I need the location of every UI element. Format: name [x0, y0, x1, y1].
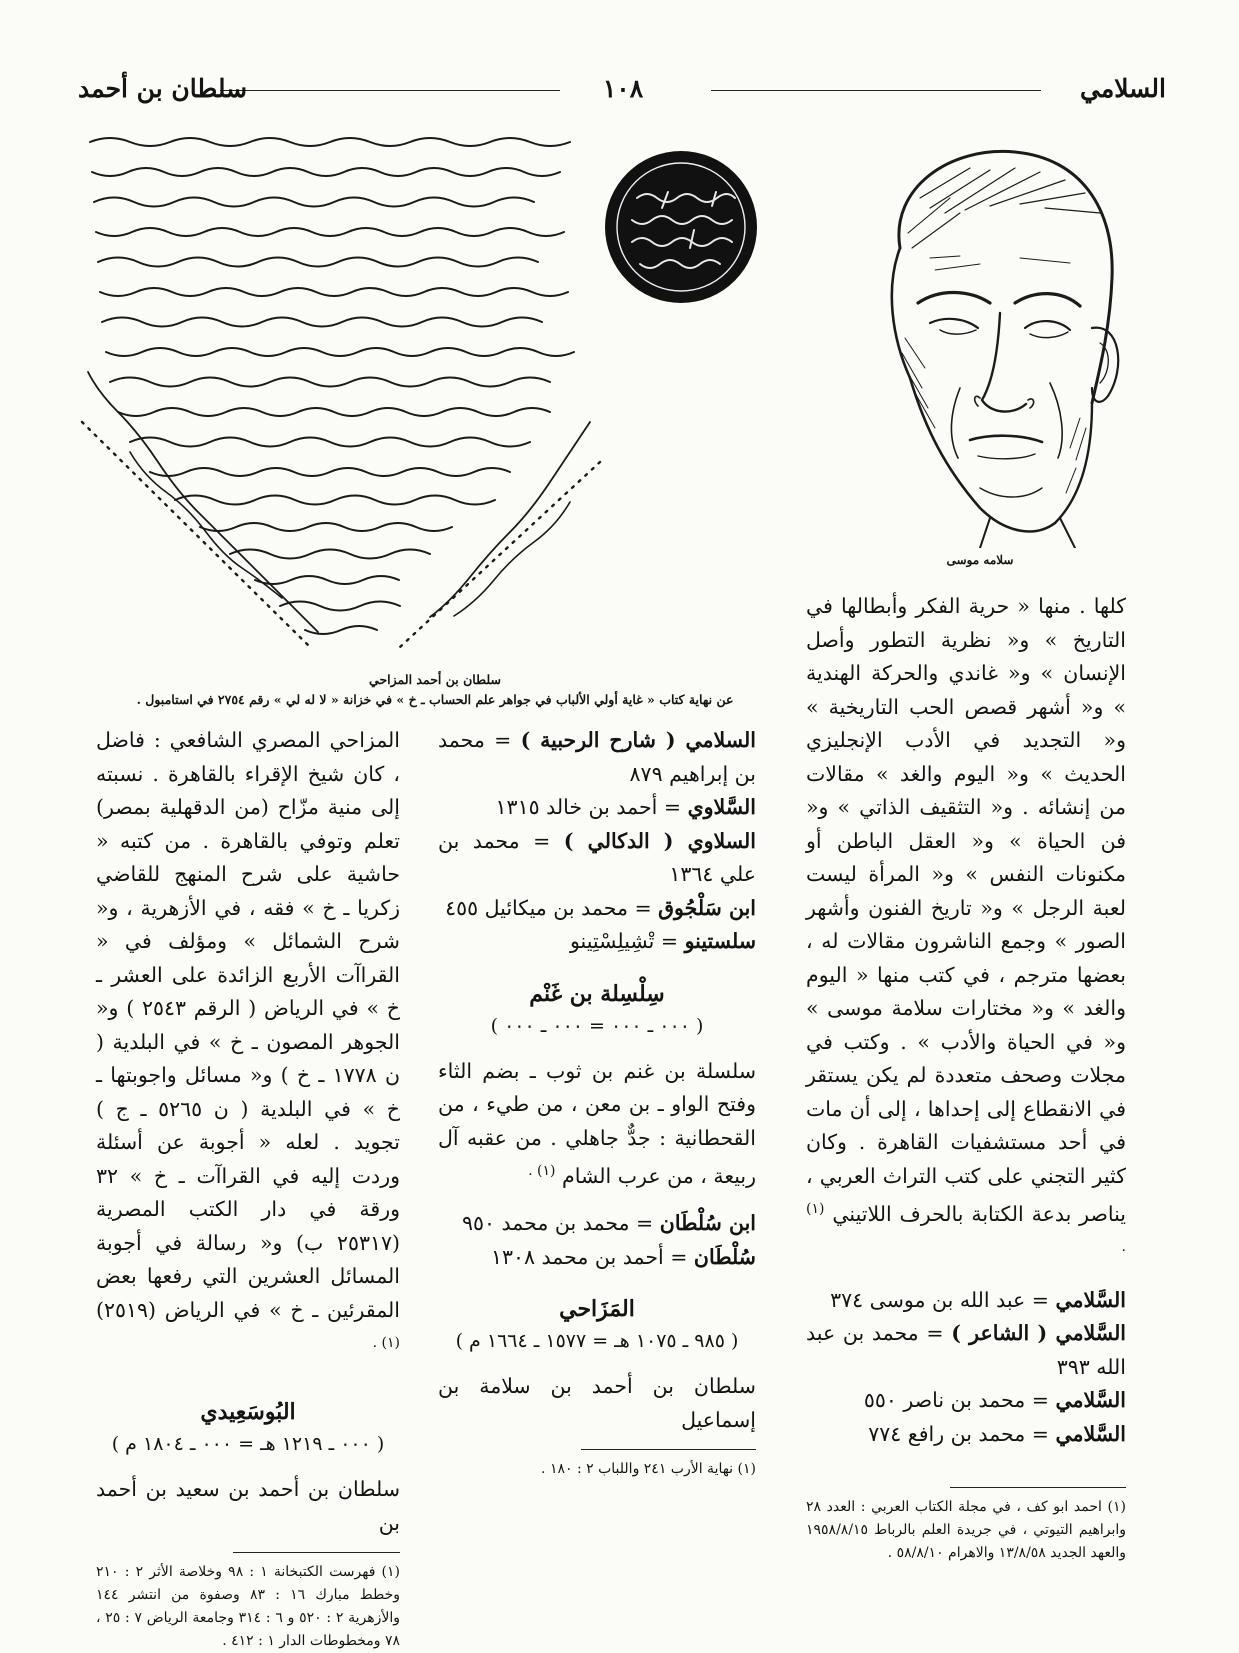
- cross-ref-entry: السَّلامي ( الشاعر ) = محمد بن عبد الله ٣٩٣: [806, 1321, 1127, 1379]
- portrait-sketch: [830, 138, 1130, 548]
- footnote: (١) نهاية الأرب ٢٤١ واللباب ٢ : ١٨٠ .: [541, 1461, 756, 1478]
- page-number: ١٠٨: [602, 74, 644, 103]
- manuscript-caption-text: عن نهاية كتاب « غاية أولي الألباب في جواهر علم الحساب ـ خ » في خزانة « لا له لي » رقم ٢٧٥٤ في استامبول .: [136, 692, 734, 707]
- header-right-title: السلامي: [1079, 74, 1166, 103]
- footnote-divider: [233, 1552, 400, 1553]
- entry-body: سلطان بن أحمد بن سعيد بن أحمد بن: [96, 1477, 400, 1535]
- cross-ref-entry: ابن سَلْجُوق = محمد بن ميكائيل ٤٥٥: [445, 895, 756, 920]
- cross-ref-entry: السلامي ( شارح الرحبية ) = محمد بن إبراهيم ٨٧٩: [438, 728, 756, 786]
- header-left-title: سلطان بن أحمد: [78, 74, 248, 103]
- footnote-divider: [581, 1449, 756, 1450]
- footnote-ref: (١) .: [806, 1201, 1126, 1256]
- footnote-ref: (١) .: [372, 1335, 400, 1351]
- middle-column: [438, 724, 756, 1481]
- cross-ref-entry: السَّلامي = محمد بن رافع ٧٧٤: [868, 1421, 1126, 1446]
- portrait-caption: سلامه موسى: [946, 553, 1014, 567]
- cross-ref-entry: السلاوي ( الدكالي ) = محمد بن علي ١٣٦٤: [438, 828, 756, 886]
- cross-ref-entry: ابن سُلْطَان = محمد بن محمد ٩٥٠: [461, 1211, 756, 1236]
- salama-musa-paragraph: كلها . منها « حرية الفكر وأبطالها في التاريخ » و« نظرية التطور وأصل الإنسان » و« غاندي والحركة الهندية » و« أشهر قصص الحب التاريخية » و« التجديد في الأدب الإنجليزي الحديث » و« اليوم والغد » مقالات من إنشائه . و« التثقيف الذاتي » و« فن الحياة » و« العقل الباطن أو مكنونات النفس » و« المرأة ليست لعبة الرجل » و« تاريخ الفنون وأشهر الصور » وجمع الناشرون مقالات له ، بعضها مترجم ، في كتب منها « اليوم والغد » و« مختارات سلامة موسى » و« في الحياة والأدب » . وكتب في مجلات وصحف متعددة لم يكن يستقر في الانقطاع إلى إحداها ، إلى أن مات في أحد مستشفيات القاهرة . وكان كثير التجني على كتب التراث العربي ، يناصر بدعة الكتابة بالحرف اللاتيني $^{(١) .}$: [806, 594, 1126, 1256]
- entry-dates: ( ٠٠٠ ـ ١٢١٩ هـ = ٠٠٠ ـ ١٨٠٤ م ): [111, 1433, 385, 1456]
- entry-heading: المَزَاحي: [559, 1296, 635, 1323]
- cross-ref-entry: السَّلاوي = أحمد بن خالد ١٣١٥: [495, 795, 756, 819]
- right-column: [806, 590, 1126, 1565]
- left-column: [96, 724, 400, 1653]
- entry-dates: ( ٠٠٠ ـ ٠٠٠ = ٠٠٠ ـ ٠٠٠ ): [490, 1014, 704, 1037]
- entry-body: سلسلة بن غنم بن ثوب ـ بضم الثاء وفتح الواو ـ بن معن ، من طيء ، من القحطانية : جدٌّ جاهلي . من عقبه آل ربيعة ، من عرب الشام $^{(١) .}$: [438, 1058, 756, 1188]
- cross-ref-entry: سلستينو = تْشِيلِسْتِينو: [569, 929, 756, 953]
- entry-body: سلطان بن أحمد بن سلامة بن إسماعيل: [438, 1374, 756, 1432]
- manuscript-caption: [90, 670, 780, 710]
- footnote: (١) فهرست الكتبخانة ١ : ٩٨ وخلاصة الأثر ٢ : ٢١٠ وخطط مبارك ١٦ : ٨٣ وصفوة من انتشر ١٤٤ والأزهرية ٢ : ٥٢٠ و ٦ : ٣١٤ وجامعة الرياض ٧ : ٢٥ ، ٧٨ ومخطوطات الدار ١ : ٤١٢ .: [96, 1564, 401, 1650]
- entry-heading: سِلْسِلة بن غَنْم: [529, 980, 665, 1007]
- header-rule-left: [220, 90, 560, 91]
- footnote: (١) احمد ابو كف ، في مجلة الكتاب العربي : العدد ٢٨ وابراهيم التيوتي ، في جريدة العلم بالرباط ١٩٥٨/٨/١٥ والعهد الجديد ١٣/٨/٥٨ والاهرام ٥٨/٨/١٠ .: [806, 1499, 1126, 1562]
- entry-heading: البُوسَعِيدي: [200, 1399, 296, 1426]
- header-rule-right: [711, 90, 1041, 91]
- footnote-ref: (١) .: [528, 1163, 556, 1179]
- cross-ref-entry: السَّلامي = محمد بن ناصر ٥٥٠: [863, 1388, 1126, 1413]
- manuscript-caption-title: سلطان بن أحمد المزاحي: [369, 672, 501, 687]
- manuscript-image: [70, 122, 605, 652]
- entry-body: المزاحي المصري الشافعي : فاضل ، كان شيخ الإقراء بالقاهرة . نسبته إلى منية مزّاح (من الدقهلية بمصر) تعلم وتوفي بالقاهرة . من كتبه « حاشية على شرح المنهج للقاضي زكريا ـ خ » فقه ، في الأزهرية ، و« شرح الشمائل » ومؤلف في « القراآت الأربع الزائدة على العشر ـ خ » في الرياض ( الرقم ٢٥٤٣ ) و« الجوهر المصون ـ خ » في البلدية ( ن ١٧٧٨ ـ خ ) و« مسائل واجوبتها ـ خ » في البلدية ( ن ٥٢٦٥ ـ ج ) تجويد . لعله « أجوبة عن أسئلة وردت إليه في القراآت ـ خ » ٣٢ ورقة في دار الكتب المصرية (٢٥٣١٧ ب) و« رسالة في أجوبة المسائل العشرين التي رفعها بعض المقرئين ـ خ » في الرياض (٢٥١٩) $^{(١) .}$: [96, 728, 400, 1351]
- cross-ref-entry: السَّلامي = عبد الله بن موسى ٣٧٤: [830, 1287, 1126, 1312]
- seal-stamp: [602, 148, 760, 306]
- running-header: [78, 72, 1166, 112]
- entry-dates: ( ٩٨٥ ـ ١٠٧٥ هـ = ١٥٧٧ ـ ١٦٦٤ م ): [455, 1330, 739, 1353]
- cross-ref-entry: سُلْطَان = أحمد بن محمد ١٣٠٨: [490, 1244, 756, 1269]
- footnote-divider: [950, 1487, 1126, 1488]
